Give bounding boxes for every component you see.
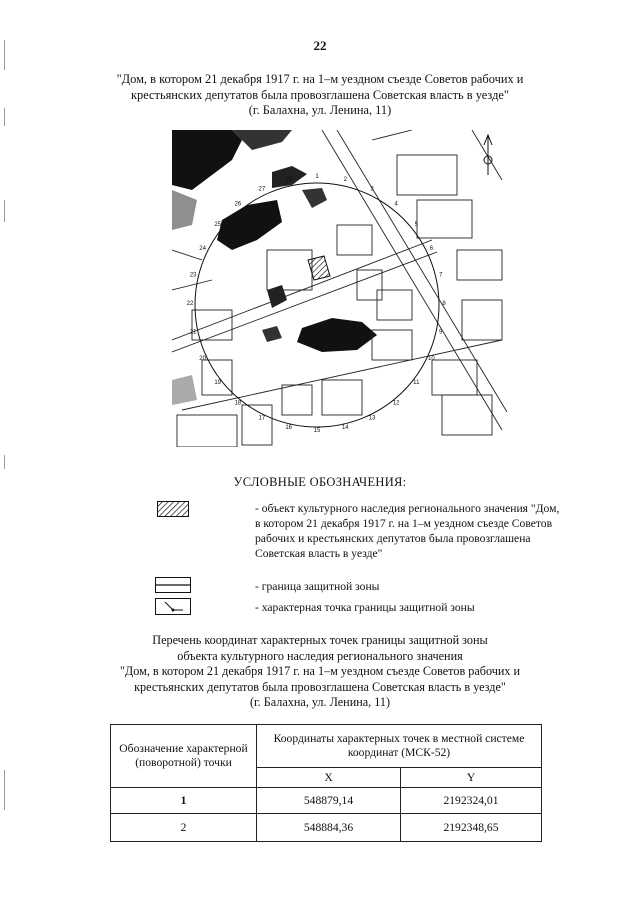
y-cell: 2192324,01: [401, 788, 542, 814]
map-point-label: 6: [429, 245, 434, 252]
map-point-label: 19: [214, 380, 222, 387]
map-point-label: 5: [414, 221, 418, 228]
scan-artifact: [4, 455, 5, 469]
x-cell: 548884,36: [257, 814, 401, 842]
y-column-header: Y: [401, 768, 542, 788]
coordinates-group-header: Координаты характерных точек в местной системе координат (МСК-52): [257, 725, 542, 768]
map-point-label: 23: [189, 272, 197, 279]
map-point-label: 3: [370, 186, 374, 193]
scan-artifact: [4, 108, 5, 126]
hatched-rectangle-icon: [157, 501, 189, 517]
map-point-label: 2: [343, 177, 347, 184]
point-cell: 2: [111, 814, 257, 842]
map-point-label: 27: [258, 186, 266, 193]
map-point-label: 22: [186, 301, 194, 307]
map-point-label: 9: [439, 329, 443, 336]
map-point-label: 20: [199, 356, 206, 363]
coordinates-table: [110, 724, 542, 842]
legend-title: УСЛОВНЫЕ ОБОЗНАЧЕНИЯ:: [233, 475, 407, 489]
map-point-label: 16: [285, 424, 293, 431]
heading-line: (г. Балахна, ул. Ленина, 11): [248, 103, 392, 117]
point-cell: 1: [111, 788, 257, 814]
map-point-label: 17: [258, 415, 266, 422]
site-map: [172, 130, 507, 447]
coordinates-heading-line: (г. Балахна, ул. Ленина, 11): [249, 695, 391, 709]
heading-line: крестьянских депутатов была провозглашена Советская власть в уезде": [131, 87, 509, 102]
legend-item-boundary-point: - характерная точка границы защитной зоны: [255, 601, 475, 614]
heading-line: "Дом, в котором 21 декабря 1917 г. на 1–м уездном съезде Советов рабочих и: [116, 72, 524, 86]
map-point-label: 12: [392, 400, 400, 407]
y-cell: 2192348,65: [401, 814, 542, 842]
coordinates-heading-line: крестьянских депутатов была провозглашена Советская власть в уезде": [134, 679, 506, 694]
map-point-label: 15: [313, 428, 321, 434]
boundary-point-icon: [155, 598, 191, 615]
site-map-drawing: [172, 130, 507, 447]
coordinates-heading: [95, 633, 545, 711]
coordinates-heading-line: Перечень координат характерных точек границы защитной зоны: [152, 633, 488, 647]
boundary-line-icon: [155, 577, 191, 593]
map-point-label: 4: [394, 201, 398, 208]
map-point-label: 14: [341, 424, 349, 431]
table-row: [111, 788, 542, 814]
page-number: 22: [313, 38, 327, 53]
table-row: [111, 814, 542, 842]
map-point-label: 21: [189, 329, 197, 336]
coordinates-heading-line: "Дом, в котором 21 декабря 1917 г. на 1–м уездном съезде Советов рабочих и: [119, 664, 521, 678]
point-column-header: Обозначение характерной (поворотной) точки: [111, 725, 257, 788]
map-point-label: 25: [214, 221, 222, 228]
document-heading: [90, 72, 550, 119]
map-point-label: 7: [439, 272, 443, 279]
legend-item-heritage-object: - объект культурного наследия регионального значения "Дом, в котором 21 декабря 1917 г. на 1–м уездном съезде Советов рабочих и крестьянских депутатов была провозглашена Советская власть в уезде": [255, 502, 560, 560]
map-point-label: 11: [413, 380, 420, 387]
map-point-label: 24: [199, 245, 206, 252]
x-cell: 548879,14: [257, 788, 401, 814]
map-point-label: 13: [368, 415, 376, 422]
map-point-label: 26: [234, 201, 242, 208]
scan-artifact: [4, 770, 5, 810]
map-point-label: 28: [285, 177, 293, 184]
coordinates-heading-line: объекта культурного наследия регионального значения: [177, 648, 463, 663]
map-point-label: 8: [442, 301, 446, 307]
legend-item-boundary: - граница защитной зоны: [255, 580, 380, 593]
scan-artifact: [4, 200, 5, 222]
x-column-header: X: [257, 768, 401, 788]
map-point-label: 18: [234, 400, 242, 407]
map-point-label: 1: [315, 174, 319, 180]
map-point-label: 10: [428, 356, 435, 363]
